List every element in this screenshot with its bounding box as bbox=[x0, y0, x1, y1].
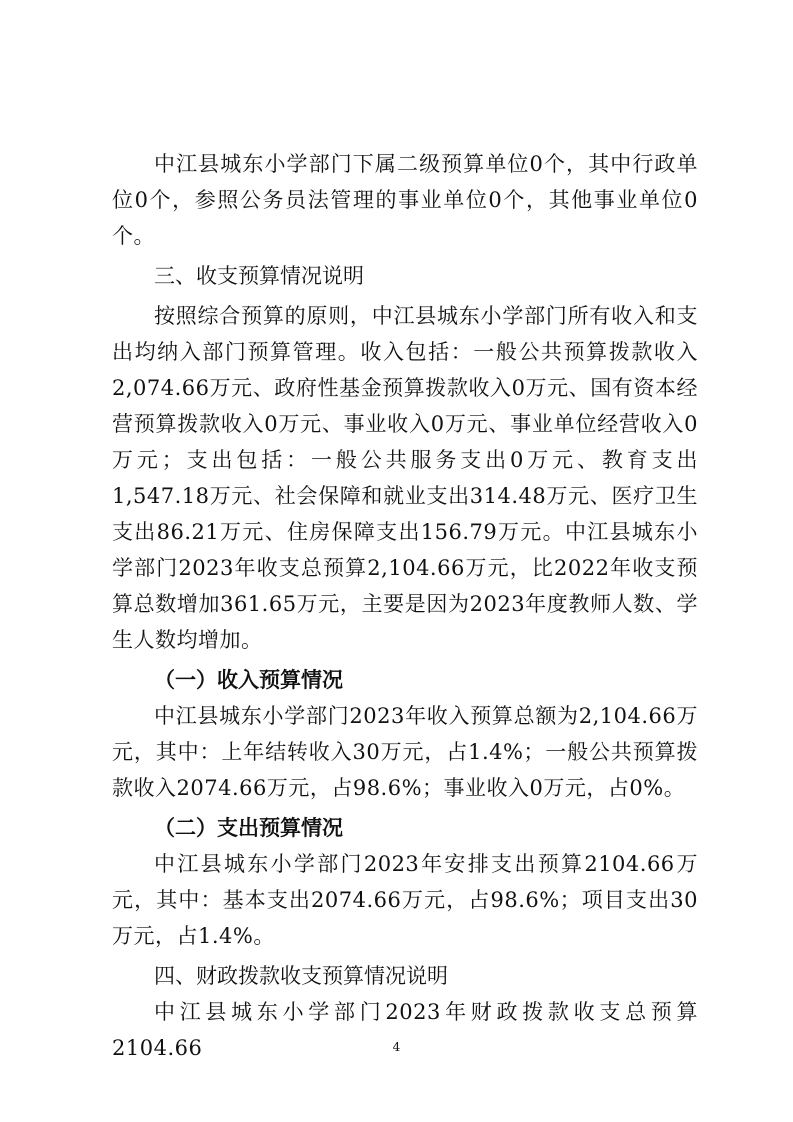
document-body bbox=[112, 146, 698, 1066]
paragraph-subordinate-units: 中江县城东小学部门下属二级预算单位0个，其中行政单位0个，参照公务员法管理的事业单位0个，其他事业单位0个。 bbox=[112, 152, 698, 248]
paragraph-income-budget: 中江县城东小学部门2023年收入预算总额为2,104.66万元，其中：上年结转收入30万元，占1.4%；一般公共预算拨款收入2074.66万元，占98.6%；事业收入0万元，占0%。 bbox=[112, 704, 698, 800]
page-number: 4 bbox=[392, 1040, 401, 1054]
paragraph-expenditure-budget: 中江县城东小学部门2023年安排支出预算2104.66万元，其中：基本支出2074.66万元，占98.6%；项目支出30万元，占1.4%。 bbox=[112, 852, 698, 948]
section-heading-budget-overview: 三、收支预算情况说明 bbox=[154, 264, 364, 288]
subheading-expenditure-budget: （二）支出预算情况 bbox=[154, 816, 343, 840]
section-heading-fiscal-appropriation: 四、财政拨款收支预算情况说明 bbox=[154, 964, 448, 988]
subheading-income-budget: （一）收入预算情况 bbox=[154, 668, 343, 692]
paragraph-fiscal-appropriation: 中江县城东小学部门2023年财政拨款收支总预算2104.66 bbox=[112, 1000, 698, 1060]
paragraph-budget-overview: 按照综合预算的原则，中江县城东小学部门所有收入和支出均纳入部门预算管理。收入包括：一般公共预算拨款收入2,074.66万元、政府性基金预算拨款收入0万元、国有资本经营预算拨款收入0万元、事业收入0万元、事业单位经营收入0万元；支出包括：一般公共服务支出0万元、教育支出1,547.18万元、社会保障和就业支出314.48万元、医疗卫生支出86.21万元、住房保障支出156.79万元。中江县城东小学部门2023年收支总预算2,104.66万元，比2022年收支预算总数增加361.65万元，主要是因为2023年度教师人数、学生人数均增加。 bbox=[112, 304, 698, 652]
